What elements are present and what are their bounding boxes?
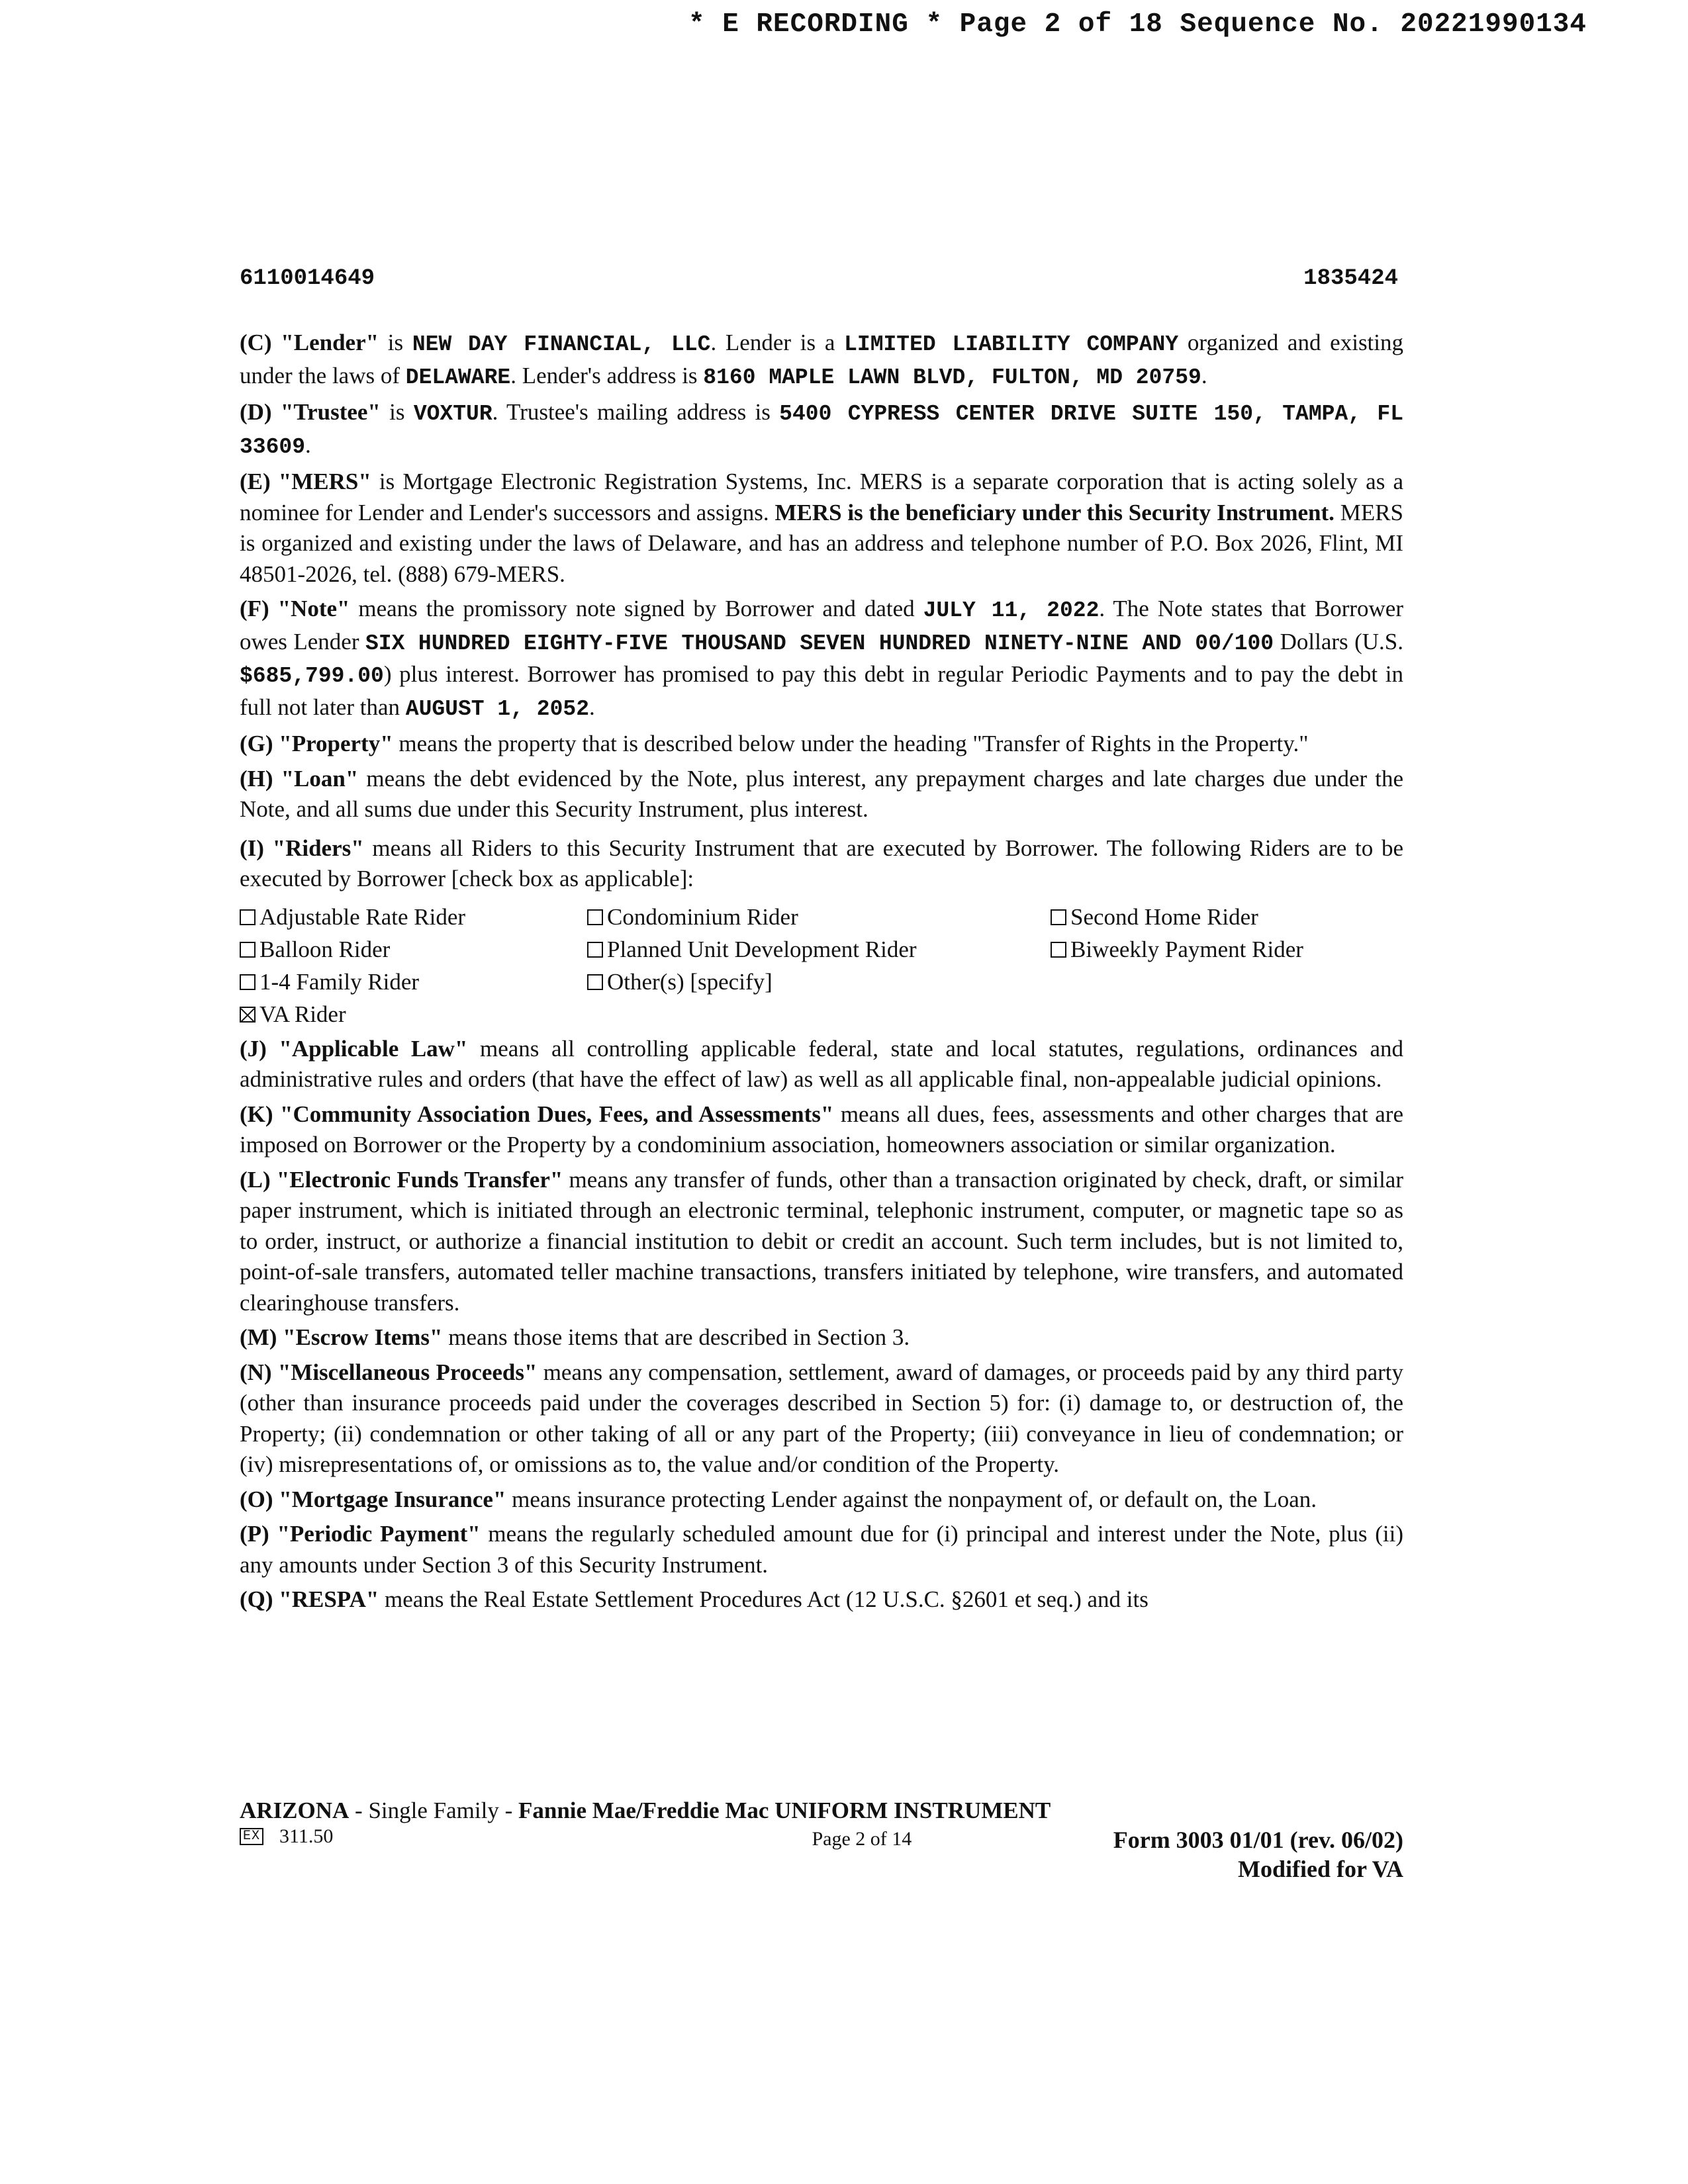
section-g-property: (G) "Property" means the property that is described below under the heading "Transfer of Rights in the Property." [240,731,1309,756]
section-o-mortgage-insurance: (O) "Mortgage Insurance" means insurance protecting Lender against the nonpayment of, or default on, the Loan. [240,1486,1317,1512]
recording-header: * E RECORDING * Page 2 of 18 Sequence No. 20221990134 [688,9,1587,40]
section-m-escrow-items: (M) "Escrow Items" means those items that are described in Section 3. [240,1324,910,1350]
amount-words: SIX HUNDRED EIGHTY-FIVE THOUSAND SEVEN HUNDRED NINETY-NINE AND 00/100 [365,631,1274,656]
checkbox[interactable] [1051,942,1066,958]
section-p-periodic-payment: (P) "Periodic Payment" means the regularly scheduled amount due for (i) principal and interest under the Note, plus (ii) any amounts under Section 3 of this Security Instrument. [240,1521,1403,1578]
lender-state: DELAWARE [405,365,511,390]
rider-biweekly-payment[interactable]: Biweekly Payment Rider [1051,934,1395,966]
checkbox[interactable] [240,974,256,990]
section-n-misc-proceeds: (N) "Miscellaneous Proceeds" means any compensation, settlement, award of damages, or proceeds paid by any third party (other than insurance proceeds paid under the coverages described in Section 5) for: (i) damage to, or destruction of, the Property; (ii) condemnation or other taking of all or any part of the Property; (iii) conveyance in lieu of condemnation; or (iv) misrepresentations of, or omissions as to, the value and/or condition of the Property. [240,1359,1403,1477]
checkbox[interactable] [587,974,603,990]
ex-form-icon: EX [240,1828,263,1845]
checkbox[interactable] [587,909,603,925]
rider-second-home[interactable]: Second Home Rider [1051,901,1395,934]
checkbox[interactable] [587,942,603,958]
loan-number: 6110014649 [240,266,375,291]
loan-identifiers [240,266,1398,291]
form-id: Form 3003 01/01 (rev. 06/02) [1113,1827,1403,1853]
footer-title: ARIZONA - Single Family - Fannie Mae/Freddie Mac UNIFORM INSTRUMENT [240,1797,1051,1823]
lender-address: 8160 MAPLE LAWN BLVD, FULTON, MD 20759 [703,365,1201,390]
rider-empty-cell [1051,966,1395,999]
form-modified: Modified for VA [1237,1856,1403,1882]
section-c-lender: (C) "Lender" is NEW DAY FINANCIAL, LLC. Lender is a LIMITED LIABILITY COMPANY organized and existing under the laws of DELAWARE. Lender's address is 8160 MAPLE LAWN BLVD, FULTON, MD 20759. [240,330,1404,390]
checkbox[interactable] [240,909,256,925]
section-k-community-dues: (K) "Community Association Dues, Fees, and Assessments" means all dues, fees, assessments and other charges that are imposed on Borrower or the Property by a condominium association, homeowners association or similar organization. [240,1101,1403,1158]
section-i-riders: (I) "Riders" means all Riders to this Security Instrument that are executed by Borrower. The following Riders are to be executed by Borrower [check box as applicable]: [240,835,1403,891]
checkbox[interactable] [240,942,256,958]
rider-balloon[interactable]: Balloon Rider [240,934,587,966]
trustee-address: 5400 CYPRESS CENTER DRIVE SUITE 150, TAMPA, FL 33609 [240,402,1403,459]
rider-adjustable-rate[interactable]: Adjustable Rate Rider [240,901,587,934]
form-code: 311.50 [279,1825,334,1847]
riders-checklist [240,901,1403,1031]
rider-others[interactable]: Other(s) [specify] [587,966,1051,999]
checkbox-checked[interactable] [240,1007,256,1023]
section-q-respa: (Q) "RESPA" means the Real Estate Settlement Procedures Act (12 U.S.C. §2601 et seq.) and its [240,1586,1149,1612]
trustee-name: VOXTUR [413,402,492,426]
section-d-trustee: (D) "Trustee" is VOXTUR. Trustee's mailing address is 5400 CYPRESS CENTER DRIVE SUITE 150, TAMPA, FL 33609. [240,399,1403,459]
loan-amount: $685,799.00 [240,664,384,688]
definitions-body [240,328,1403,1619]
section-h-loan: (H) "Loan" means the debt evidenced by the Note, plus interest, any prepayment charges and late charges due under the Note, and all sums due under this Security Instrument, plus interest. [240,765,1403,822]
lender-name: NEW DAY FINANCIAL, LLC [412,332,711,357]
min-number: 1835424 [1303,266,1398,291]
section-l-electronic-funds: (L) "Electronic Funds Transfer" means any transfer of funds, other than a transaction originated by check, draft, or similar paper instrument, which is initiated through an electronic terminal, telephonic instrument, computer, or magnetic tape so as to order, instruct, or authorize a financial institution to debit or credit an account. Such term includes, but is not limited to, point-of-sale transfers, automated teller machine transactions, transfers initiated by telephone, wire transfers, and automated clearinghouse transfers. [240,1166,1403,1316]
lender-entity-type: LIMITED LIABILITY COMPANY [844,332,1179,357]
rider-condominium[interactable]: Condominium Rider [587,901,1051,934]
note-date: JULY 11, 2022 [923,598,1100,623]
page-number: Page 2 of 14 [812,1828,912,1850]
maturity-date: AUGUST 1, 2052 [405,696,590,721]
section-j-applicable-law: (J) "Applicable Law" means all controlling applicable federal, state and local statutes, regulations, ordinances and administrative rules and orders (that have the effect of law) as well as all applicable final, non-appealable judicial opinions. [240,1035,1403,1092]
checkbox[interactable] [1051,909,1066,925]
section-f-note: (F) "Note" means the promissory note signed by Borrower and dated JULY 11, 2022. The Note states that Borrower owes Lender SIX HUNDRED EIGHTY-FIVE THOUSAND SEVEN HUNDRED NINETY-NINE AND 00/100 Dollars (U.S. $685,799.00) plus interest. Borrower has promised to pay this debt in regular Periodic Payments and to pay the debt in full not later than AUGUST 1, 2052. [240,596,1403,721]
rider-planned-unit-development[interactable]: Planned Unit Development Rider [587,934,1051,966]
rider-va[interactable]: VA Rider [240,999,587,1031]
rider-1-4-family[interactable]: 1-4 Family Rider [240,966,587,999]
form-footer [240,1797,1403,1884]
section-e-mers: (E) "MERS" is Mortgage Electronic Registration Systems, Inc. MERS is a separate corporation that is acting solely as a nominee for Lender and Lender's successors and assigns. MERS is the beneficiary under this Security Instrument. MERS is organized and existing under the laws of Delaware, and has an address and telephone number of P.O. Box 2026, Flint, MI 48501-2026, tel. (888) 679-MERS. [240,469,1404,587]
